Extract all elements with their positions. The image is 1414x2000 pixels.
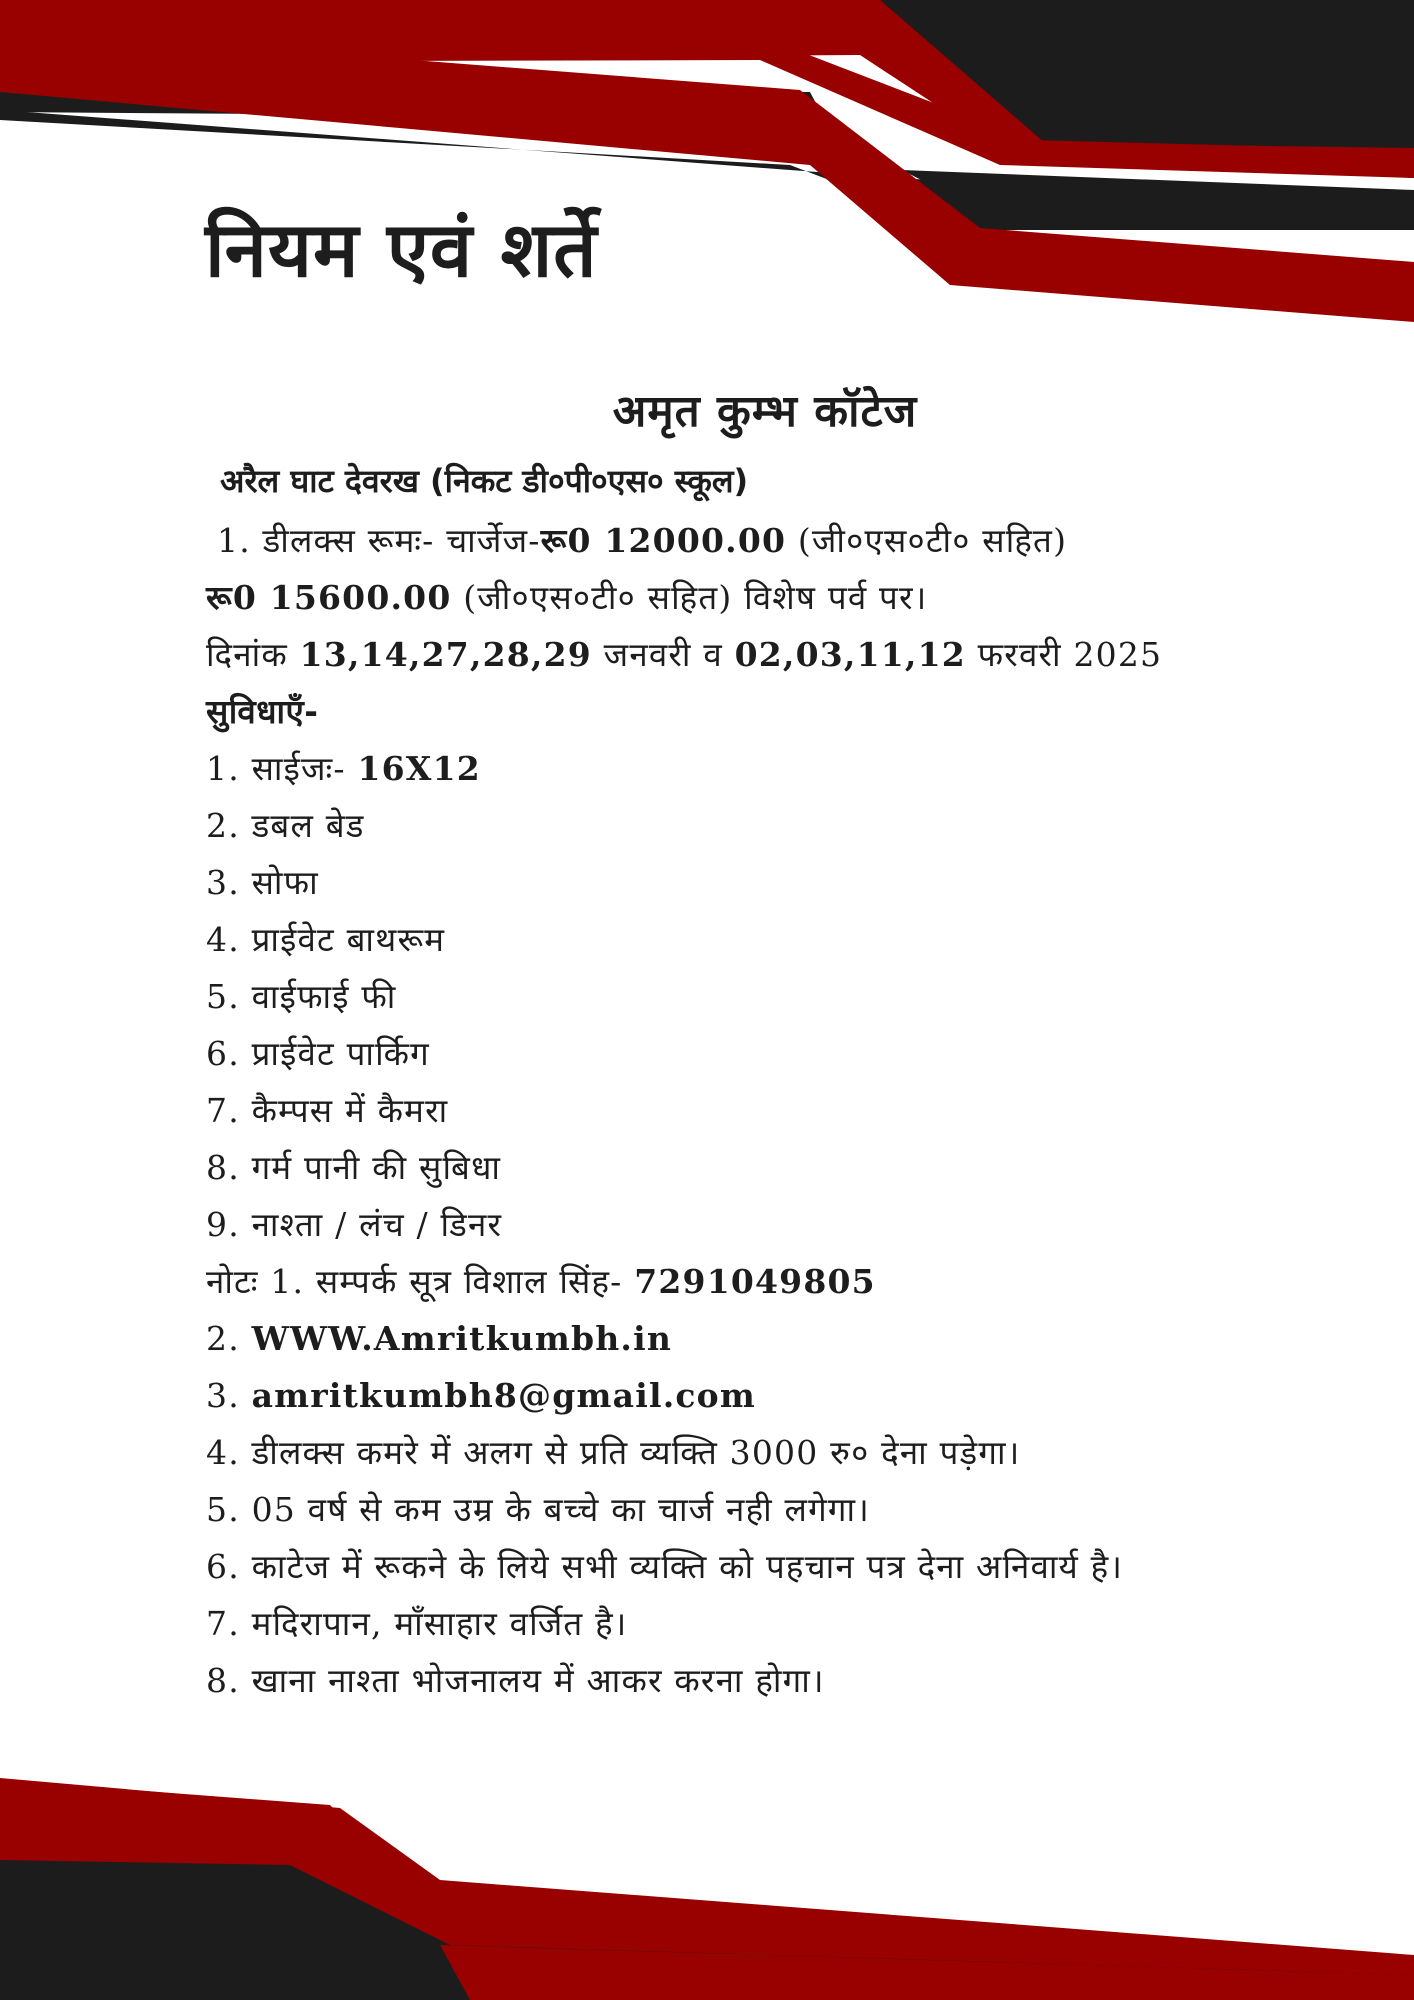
email-address: amritkumbh8@gmail.com: [251, 1376, 757, 1415]
dates-mid: जनवरी व: [591, 635, 735, 674]
dates-prefix: दिनांक: [206, 635, 300, 674]
facility-item: 5. वाईफाई फी: [206, 977, 397, 1016]
facility-item: 6. प्राईवेट पार्किग: [206, 1034, 430, 1073]
note-email-number: 3.: [206, 1376, 252, 1415]
note-item: 4. डीलक्स कमरे में अलग से प्रति व्यक्ति 3000 रु० देना पड़ेगा।: [206, 1433, 1021, 1472]
facility-size-value: 16X12: [357, 749, 481, 788]
facility-item: 9. नाश्ता / लंच / डिनर: [206, 1205, 503, 1244]
room-charge-line: [206, 512, 1366, 569]
terms-content: [206, 512, 1366, 1709]
facility-size-label: 1. साईजः-: [206, 749, 358, 788]
dates-january: 13,14,27,28,29: [299, 635, 592, 674]
facilities-heading: सुविधाएँ-: [206, 692, 319, 731]
note-item: 6. काटेज में रूकने के लिये सभी व्यक्ति को पहचान पत्र देना अनिवार्य है।: [206, 1547, 1124, 1586]
cottage-name: अमृत कुम्भ कॉटेज: [612, 386, 918, 437]
cottage-address: अरैल घाट देवरख (निकट डी०पी०एस० स्कूल): [220, 462, 749, 500]
note-contact-label: नोटः 1. सम्पर्क सूत्र विशाल सिंह-: [206, 1262, 635, 1301]
room-charge-prefix: 1. डीलक्स रूमः- चार्जेज-: [217, 521, 541, 560]
festival-charge-line: [206, 569, 1366, 626]
facility-item: 2. डबल बेड: [206, 806, 365, 845]
festival-charge-price: रू0 15600.00: [206, 578, 452, 617]
facility-item: 4. प्राईवेट बाथरूम: [206, 920, 446, 959]
contact-phone: 7291049805: [634, 1262, 876, 1301]
note-item: 5. 05 वर्ष से कम उम्र के बच्चे का चार्ज नही लगेगा।: [206, 1490, 870, 1529]
room-charge-price: रू0 12000.00: [540, 521, 787, 560]
note-item: 7. मदिरापान, माँसाहार वर्जित है।: [206, 1604, 628, 1643]
note-contact: [206, 1253, 1366, 1310]
note-website-number: 2.: [206, 1319, 252, 1358]
facility-item: 3. सोफा: [206, 863, 319, 902]
page-title: नियम एवं शर्ते: [205, 205, 598, 294]
note-email: [206, 1367, 1366, 1424]
note-website: [206, 1310, 1366, 1367]
festival-dates-line: [206, 626, 1366, 683]
dates-february: 02,03,11,12: [734, 635, 966, 674]
facility-item: 7. कैम्पस में कैमरा: [206, 1091, 449, 1130]
facility-size: [206, 740, 1366, 797]
dates-suffix: फरवरी 2025: [965, 635, 1163, 674]
note-item: 8. खाना नाश्ता भोजनालय में आकर करना होगा।: [206, 1661, 825, 1700]
facility-item: 8. गर्म पानी की सुबिधा: [206, 1148, 502, 1187]
festival-charge-suffix: (जी०एस०टी० सहित) विशेष पर्व पर।: [451, 578, 928, 617]
website-link: WWW.Amritkumbh.in: [251, 1319, 673, 1358]
room-charge-suffix: (जी०एस०टी० सहित): [786, 521, 1068, 560]
bottom-decorative-stripes: [0, 1760, 1414, 2000]
